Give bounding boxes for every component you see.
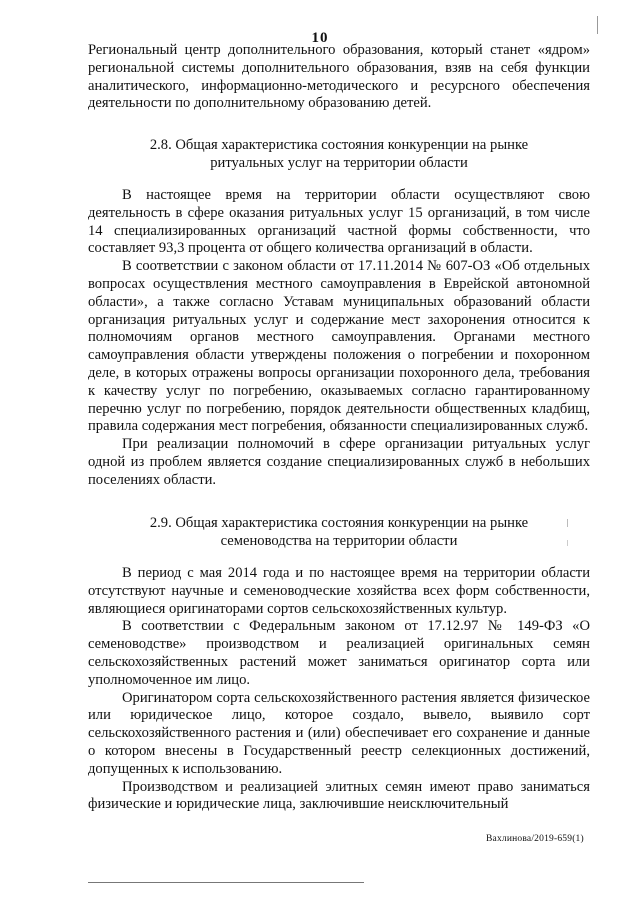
intro-paragraph: Региональный центр дополнительного образования, который станет «ядром» региональной системы дополнительного образования, взяв на себя функции аналитического, информационно-методического и ресурсного обеспечения деятельности по дополнительному образованию детей. — [88, 42, 590, 112]
section-heading-line: ритуальных услуг на территории области — [210, 154, 468, 171]
section-heading-2-9 — [88, 515, 590, 551]
section-body-2-8 — [88, 187, 590, 490]
document-code: Вахлинова/2019-659(1) — [486, 834, 584, 844]
body-paragraph: В соответствии с законом области от 17.11.2014 № 607-ОЗ «Об отдельных вопросах осуществления местного самоуправления в Еврейской автономной области», а также согласно Уставам муниципальных образований области организация ритуальных услуг и содержание мест захоронения относится к полномочиям органов местного самоуправления. Органами местного самоуправления области утверждены положения о погребении и похоронном деле, в которых отражены вопросы организации похоронного дела, требования к качеству услуг по погребению, оказываемых согласно гарантированному перечню услуг по погребению, порядок деятельности общественных кладбищ, правила содержания мест погребения, обязанности специализированных служб. — [88, 258, 590, 435]
body-paragraph: В соответствии с Федеральным законом от 17.12.97 № 149-ФЗ «О семеноводстве» производством и реализацией оригинальных семян сельскохозяйственных растений может заниматься оригинатор сорта или уполномоченное им лицо. — [88, 618, 590, 688]
intro-paragraph-block — [88, 42, 590, 113]
section-body-2-9 — [88, 565, 590, 814]
section-heading-2-8 — [88, 137, 590, 173]
body-paragraph: В период с мая 2014 года и по настоящее время на территории области отсутствуют научные и семеноводческие хозяйства всех форм собственности, являющиеся оригинаторами сортов сельскохозяйственных культур. — [88, 565, 590, 617]
section-heading-line: семеноводства на территории области — [220, 532, 458, 549]
footer-divider — [88, 882, 364, 883]
section-heading-line: 2.9. Общая характеристика состояния конкуренции на рынке — [149, 515, 529, 531]
body-paragraph: При реализации полномочий в сфере организации ритуальных услуг одной из проблем является создание специализированных служб в небольших поселениях области. — [88, 436, 590, 488]
body-paragraph: Оригинатором сорта сельскохозяйственного растения является физическое или юридическое лицо, которое создало, вывело, выявило сорт сельскохозяйственного растения и (или) обеспечивает его сохранение и данные о котором внесены в Государственный реестр селекционных достижений, допущенных к использованию. — [88, 689, 590, 777]
body-paragraph: Производством и реализацией элитных семян имеют право заниматься физические и юридические лица, заключившие неисключительный — [88, 778, 590, 813]
body-paragraph: В настоящее время на территории области осуществляют свою деятельность в сфере оказания ритуальных услуг 15 организаций, в том числе 14 специализированных организаций частной формы собственности, что составляет 93,3 процента от общего количества организаций в области. — [88, 187, 590, 257]
page-number: 10 — [311, 30, 329, 46]
section-heading-line: 2.8. Общая характеристика состояния конкуренции на рынке — [149, 137, 529, 153]
